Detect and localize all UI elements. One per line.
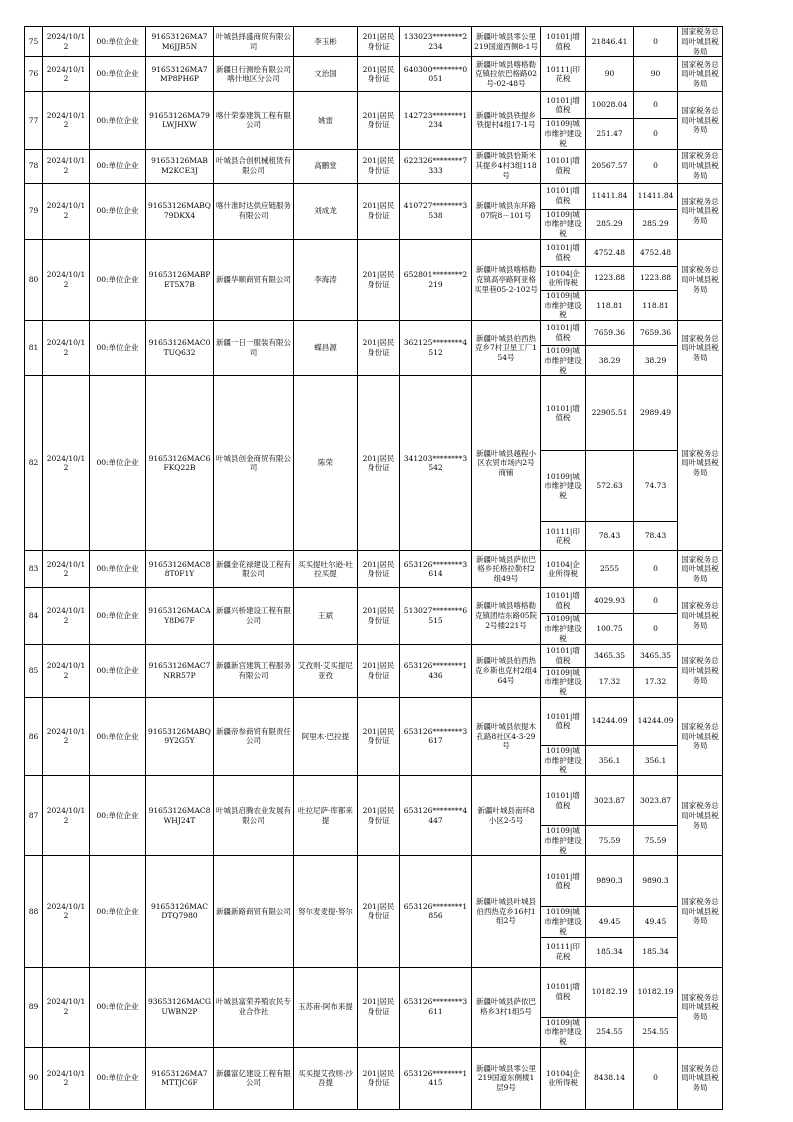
credit-code: 91653126MAC7NRR57P xyxy=(146,644,214,697)
id-type: 201|居民身份证 xyxy=(358,92,400,149)
tax-authority: 国家税务总局叶城县税务局 xyxy=(678,149,723,183)
arrears-amount: 118.81 xyxy=(586,290,634,320)
id-type: 201|居民身份证 xyxy=(358,376,400,551)
table-row xyxy=(25,644,723,667)
record-seq: 84 xyxy=(25,588,43,644)
current-arrears: 118.81 xyxy=(634,290,678,320)
taxpayer-type: 00:单位企业 xyxy=(90,183,146,239)
record-date: 2024/10/12 xyxy=(43,776,90,856)
business-address: 新疆叶城县依提木孔路8社区4-3-29号 xyxy=(472,697,541,775)
tax-item: 10101|增值税 xyxy=(541,92,586,119)
arrears-amount: 90 xyxy=(586,57,634,92)
id-type: 201|居民身份证 xyxy=(358,183,400,239)
tax-item: 10111|印花税 xyxy=(541,57,586,92)
tax-item: 10101|增值税 xyxy=(541,697,586,745)
current-arrears: 3465.35 xyxy=(634,644,678,667)
tax-authority: 国家税务总局叶城县税务局 xyxy=(678,967,723,1047)
arrears-amount: 49.45 xyxy=(586,907,634,937)
tax-item: 10104|企业所得税 xyxy=(541,551,586,588)
current-arrears: 0 xyxy=(634,614,678,644)
record-seq: 79 xyxy=(25,183,43,239)
legal-representative: 阿里木·巴拉提 xyxy=(294,697,358,775)
record-date: 2024/10/12 xyxy=(43,551,90,588)
arrears-amount: 185.34 xyxy=(586,937,634,967)
arrears-amount: 17.32 xyxy=(586,667,634,697)
arrears-amount: 78.43 xyxy=(586,522,634,551)
id-number: 142723********1234 xyxy=(400,92,472,149)
arrears-amount: 21846.41 xyxy=(586,27,634,57)
id-number: 362125********4512 xyxy=(400,321,472,376)
id-type: 201|居民身份证 xyxy=(358,588,400,644)
tax-authority: 国家税务总局叶城县税务局 xyxy=(678,321,723,376)
record-seq: 90 xyxy=(25,1047,43,1109)
current-arrears: 285.29 xyxy=(634,209,678,239)
current-arrears: 0 xyxy=(634,1047,678,1109)
table-row xyxy=(25,57,723,92)
tax-authority: 国家税务总局叶城县税务局 xyxy=(678,376,723,551)
legal-representative: 玉苏甫·阿布来提 xyxy=(294,967,358,1047)
legal-representative: 文治国 xyxy=(294,57,358,92)
arrears-amount: 4029.93 xyxy=(586,588,634,614)
business-address: 新疆叶城县零公里219国道东侧楼1层9号 xyxy=(472,1047,541,1109)
record-seq: 88 xyxy=(25,856,43,967)
id-type: 201|居民身份证 xyxy=(358,149,400,183)
tax-item: 10109|城市维护建设税 xyxy=(541,451,586,522)
table-row xyxy=(25,92,723,119)
company-name: 叶城县富荣养殖农民专业合作社 xyxy=(214,967,294,1047)
id-number: 653126********1856 xyxy=(400,856,472,967)
business-address: 新疆叶城县铁提乡铁提村4组17-1号 xyxy=(472,92,541,149)
legal-representative: 姚雷 xyxy=(294,92,358,149)
tax-item: 10101|增值税 xyxy=(541,321,586,346)
record-seq: 82 xyxy=(25,376,43,551)
tax-item: 10111|印花税 xyxy=(541,937,586,967)
taxpayer-type: 00:单位企业 xyxy=(90,239,146,320)
current-arrears: 78.43 xyxy=(634,522,678,551)
current-arrears: 49.45 xyxy=(634,907,678,937)
taxpayer-type: 00:单位企业 xyxy=(90,551,146,588)
record-date: 2024/10/12 xyxy=(43,92,90,149)
tax-authority: 国家税务总局叶城县税务局 xyxy=(678,92,723,149)
id-number: 653126********1415 xyxy=(400,1047,472,1109)
taxpayer-type: 00:单位企业 xyxy=(90,57,146,92)
current-arrears: 11411.84 xyxy=(634,183,678,209)
company-name: 叶城县择盛商贸有限公司 xyxy=(214,27,294,57)
business-address: 新疆叶城县喀格勒克镇高亭路阿亚格买里巷05-2-102号 xyxy=(472,239,541,320)
credit-code: 91653126MACDTQ7980 xyxy=(146,856,214,967)
tax-item: 10109|城市维护建设税 xyxy=(541,346,586,376)
credit-code: 91653126MAC6FKQ22B xyxy=(146,376,214,551)
id-number: 341203********3542 xyxy=(400,376,472,551)
taxpayer-type: 00:单位企业 xyxy=(90,27,146,57)
tax-authority: 国家税务总局叶城县税务局 xyxy=(678,644,723,697)
taxpayer-type: 00:单位企业 xyxy=(90,321,146,376)
tax-authority: 国家税务总局叶城县税务局 xyxy=(678,183,723,239)
tax-item: 10104|企业所得税 xyxy=(541,266,586,290)
company-name: 新疆兴桥建设工程有限公司 xyxy=(214,588,294,644)
tax-arrears-table xyxy=(24,26,723,1110)
current-arrears: 38.29 xyxy=(634,346,678,376)
taxpayer-type: 00:单位企业 xyxy=(90,1047,146,1109)
table-row xyxy=(25,321,723,346)
arrears-amount: 8438.14 xyxy=(586,1047,634,1109)
tax-item: 10109|城市维护建设税 xyxy=(541,290,586,320)
id-number: 653126********3614 xyxy=(400,551,472,588)
current-arrears: 185.34 xyxy=(634,937,678,967)
record-date: 2024/10/12 xyxy=(43,588,90,644)
tax-arrears-page xyxy=(24,26,722,1110)
legal-representative: 陈荣 xyxy=(294,376,358,551)
current-arrears: 0 xyxy=(634,551,678,588)
tax-authority: 国家税务总局叶城县税务局 xyxy=(678,239,723,320)
taxpayer-type: 00:单位企业 xyxy=(90,856,146,967)
id-type: 201|居民身份证 xyxy=(358,551,400,588)
id-number: 133023********2234 xyxy=(400,27,472,57)
id-number: 653126********1436 xyxy=(400,644,472,697)
taxpayer-type: 00:单位企业 xyxy=(90,644,146,697)
current-arrears: 0 xyxy=(634,588,678,614)
table-row xyxy=(25,776,723,826)
current-arrears: 356.1 xyxy=(634,745,678,775)
tax-authority: 国家税务总局叶城县税务局 xyxy=(678,551,723,588)
credit-code: 91653126MABPET5X7B xyxy=(146,239,214,320)
record-date: 2024/10/12 xyxy=(43,856,90,967)
current-arrears: 4752.48 xyxy=(634,239,678,266)
record-date: 2024/10/12 xyxy=(43,1047,90,1109)
table-row xyxy=(25,967,723,1017)
id-type: 201|居民身份证 xyxy=(358,776,400,856)
arrears-amount: 7659.36 xyxy=(586,321,634,346)
tax-item: 10101|增值税 xyxy=(541,239,586,266)
credit-code: 91653126MA7M6JJB5N xyxy=(146,27,214,57)
legal-representative: 王斌 xyxy=(294,588,358,644)
table-row xyxy=(25,376,723,451)
id-type: 201|居民身份证 xyxy=(358,697,400,775)
tax-item: 10101|增值税 xyxy=(541,856,586,907)
credit-code: 91653126MAC8WHJ24T xyxy=(146,776,214,856)
business-address: 新疆叶城县伯西热克乡斯也克村2组464号 xyxy=(472,644,541,697)
taxpayer-type: 00:单位企业 xyxy=(90,588,146,644)
tax-authority: 国家税务总局叶城县税务局 xyxy=(678,776,723,856)
tax-authority: 国家税务总局叶城县税务局 xyxy=(678,588,723,644)
current-arrears: 74.73 xyxy=(634,451,678,522)
current-arrears: 17.32 xyxy=(634,667,678,697)
company-name: 叶城县合创机械租赁有限公司 xyxy=(214,149,294,183)
legal-representative: 买买提艾孜则·沙吾提 xyxy=(294,1047,358,1109)
id-type: 201|居民身份证 xyxy=(358,321,400,376)
id-number: 653126********3611 xyxy=(400,967,472,1047)
arrears-amount: 356.1 xyxy=(586,745,634,775)
arrears-amount: 2555 xyxy=(586,551,634,588)
record-date: 2024/10/12 xyxy=(43,967,90,1047)
tax-item: 10111|印花税 xyxy=(541,522,586,551)
id-type: 201|居民身份证 xyxy=(358,856,400,967)
table-row xyxy=(25,149,723,183)
arrears-amount: 10028.04 xyxy=(586,92,634,119)
table-row xyxy=(25,1047,723,1109)
tax-item: 10109|城市维护建设税 xyxy=(541,614,586,644)
record-seq: 83 xyxy=(25,551,43,588)
id-type: 201|居民身份证 xyxy=(358,644,400,697)
legal-representative: 努尔麦麦提·努尔 xyxy=(294,856,358,967)
tax-authority: 国家税务总局叶城县税务局 xyxy=(678,697,723,775)
company-name: 新疆新宫建筑工程服务有限公司 xyxy=(214,644,294,697)
taxpayer-type: 00:单位企业 xyxy=(90,376,146,551)
tax-item: 10109|城市维护建设税 xyxy=(541,745,586,775)
id-type: 201|居民身份证 xyxy=(358,27,400,57)
record-date: 2024/10/12 xyxy=(43,57,90,92)
table-row xyxy=(25,588,723,614)
id-number: 653126********3617 xyxy=(400,697,472,775)
credit-code: 91653126MAC0TUQ632 xyxy=(146,321,214,376)
business-address: 新疆叶城县恰斯米其提乡4村3组118号 xyxy=(472,149,541,183)
tax-item: 10104|企业所得税 xyxy=(541,1047,586,1109)
id-number: 410727********3538 xyxy=(400,183,472,239)
record-date: 2024/10/12 xyxy=(43,149,90,183)
taxpayer-type: 00:单位企业 xyxy=(90,697,146,775)
record-seq: 81 xyxy=(25,321,43,376)
company-name: 新疆帝参商贸有限责任公司 xyxy=(214,697,294,775)
arrears-amount: 251.47 xyxy=(586,119,634,149)
company-name: 新疆一日一服装有限公司 xyxy=(214,321,294,376)
id-type: 201|居民身份证 xyxy=(358,57,400,92)
table-row xyxy=(25,856,723,907)
arrears-amount: 11411.84 xyxy=(586,183,634,209)
company-name: 叶城县创金商贸有限公司 xyxy=(214,376,294,551)
arrears-amount: 3465.35 xyxy=(586,644,634,667)
current-arrears: 3023.87 xyxy=(634,776,678,826)
record-seq: 80 xyxy=(25,239,43,320)
taxpayer-type: 00:单位企业 xyxy=(90,149,146,183)
legal-representative: 高鹏堂 xyxy=(294,149,358,183)
credit-code: 91653126MA7MP8PH6P xyxy=(146,57,214,92)
current-arrears: 0 xyxy=(634,92,678,119)
business-address: 新疆叶城县零公里219国道西侧8-1号 xyxy=(472,27,541,57)
tax-item: 10101|增值税 xyxy=(541,149,586,183)
arrears-amount: 254.55 xyxy=(586,1017,634,1047)
tax-item: 10101|增值税 xyxy=(541,376,586,451)
credit-code: 91653126MA7MTTJC6F xyxy=(146,1047,214,1109)
taxpayer-type: 00:单位企业 xyxy=(90,967,146,1047)
record-date: 2024/10/12 xyxy=(43,697,90,775)
id-number: 653126********4447 xyxy=(400,776,472,856)
business-address: 新疆叶城县萨依巴格乡托格拉勒村2组49号 xyxy=(472,551,541,588)
arrears-amount: 14244.09 xyxy=(586,697,634,745)
record-seq: 77 xyxy=(25,92,43,149)
taxpayer-type: 00:单位企业 xyxy=(90,92,146,149)
table-row xyxy=(25,239,723,266)
record-seq: 76 xyxy=(25,57,43,92)
current-arrears: 14244.09 xyxy=(634,697,678,745)
id-type: 201|居民身份证 xyxy=(358,1047,400,1109)
id-number: 513027********6515 xyxy=(400,588,472,644)
legal-representative: 李海涛 xyxy=(294,239,358,320)
credit-code: 91653126MABQ9Y2G5Y xyxy=(146,697,214,775)
business-address: 新疆叶城县越程小区农贸市场内2号商铺 xyxy=(472,376,541,551)
tax-item: 10101|增值税 xyxy=(541,588,586,614)
id-number: 652801********2219 xyxy=(400,239,472,320)
id-number: 640300********0051 xyxy=(400,57,472,92)
arrears-amount: 100.75 xyxy=(586,614,634,644)
tax-item: 10101|增值税 xyxy=(541,967,586,1017)
company-name: 喀什准时达供应链服务有限公司 xyxy=(214,183,294,239)
arrears-amount: 4752.48 xyxy=(586,239,634,266)
credit-code: 91653126MAC88T0F1Y xyxy=(146,551,214,588)
company-name: 新疆华顺商贸有限公司 xyxy=(214,239,294,320)
legal-representative: 蝶昌源 xyxy=(294,321,358,376)
record-seq: 78 xyxy=(25,149,43,183)
business-address: 新疆叶城县喀格勒克镇拉依巴格路02号-02-48号 xyxy=(472,57,541,92)
current-arrears: 75.59 xyxy=(634,826,678,856)
id-type: 201|居民身份证 xyxy=(358,967,400,1047)
record-date: 2024/10/12 xyxy=(43,183,90,239)
current-arrears: 0 xyxy=(634,149,678,183)
business-address: 新疆叶城县东环路07院8－101号 xyxy=(472,183,541,239)
business-address: 新疆叶城县喀格勒克镇团结东路05院2号楼221号 xyxy=(472,588,541,644)
business-address: 新疆叶城县伯西热克乡7村卫星工厂154号 xyxy=(472,321,541,376)
tax-item: 10101|增值税 xyxy=(541,776,586,826)
table-row xyxy=(25,27,723,57)
record-date: 2024/10/12 xyxy=(43,644,90,697)
tax-authority: 国家税务总局叶城县税务局 xyxy=(678,27,723,57)
credit-code: 91653126MABQ79DKX4 xyxy=(146,183,214,239)
current-arrears: 0 xyxy=(634,119,678,149)
company-name: 新疆金花禄建设工程有限公司 xyxy=(214,551,294,588)
arrears-amount: 10182.19 xyxy=(586,967,634,1017)
tax-authority: 国家税务总局叶城县税务局 xyxy=(678,856,723,967)
record-seq: 85 xyxy=(25,644,43,697)
current-arrears: 2989.49 xyxy=(634,376,678,451)
current-arrears: 7659.36 xyxy=(634,321,678,346)
tax-item: 10101|增值税 xyxy=(541,644,586,667)
taxpayer-type: 00:单位企业 xyxy=(90,776,146,856)
table-row xyxy=(25,697,723,745)
record-date: 2024/10/12 xyxy=(43,321,90,376)
record-seq: 87 xyxy=(25,776,43,856)
business-address: 新疆叶城县萨依巴格乡3村1组5号 xyxy=(472,967,541,1047)
legal-representative: 艾孜则·艾买提尼亚孜 xyxy=(294,644,358,697)
arrears-amount: 20567.57 xyxy=(586,149,634,183)
tax-authority: 国家税务总局叶城县税务局 xyxy=(678,1047,723,1109)
record-seq: 75 xyxy=(25,27,43,57)
id-number: 622326********7333 xyxy=(400,149,472,183)
current-arrears: 90 xyxy=(634,57,678,92)
record-seq: 89 xyxy=(25,967,43,1047)
arrears-amount: 38.29 xyxy=(586,346,634,376)
arrears-amount: 3023.87 xyxy=(586,776,634,826)
legal-representative: 李玉彬 xyxy=(294,27,358,57)
tax-item: 10109|城市维护建设税 xyxy=(541,209,586,239)
tax-item: 10101|增值税 xyxy=(541,27,586,57)
company-name: 喀什荣泰建筑工程有限公司 xyxy=(214,92,294,149)
tax-item: 10109|城市维护建设税 xyxy=(541,119,586,149)
arrears-amount: 22905.51 xyxy=(586,376,634,451)
credit-code: 91653126MACAY8D67F xyxy=(146,588,214,644)
current-arrears: 10182.19 xyxy=(634,967,678,1017)
arrears-amount: 285.29 xyxy=(586,209,634,239)
current-arrears: 1223.88 xyxy=(634,266,678,290)
tax-authority: 国家税务总局叶城县税务局 xyxy=(678,57,723,92)
legal-representative: 吐拉尼萨·库都来提 xyxy=(294,776,358,856)
tax-item: 10109|城市维护建设税 xyxy=(541,667,586,697)
credit-code: 91653126MA79LWJHXW xyxy=(146,92,214,149)
id-type: 201|居民身份证 xyxy=(358,239,400,320)
arrears-amount: 9890.3 xyxy=(586,856,634,907)
current-arrears: 0 xyxy=(634,27,678,57)
record-date: 2024/10/12 xyxy=(43,376,90,551)
current-arrears: 9890.3 xyxy=(634,856,678,907)
company-name: 叶城县启腾农业发展有限公司 xyxy=(214,776,294,856)
company-name: 新疆新路商贸有限公司 xyxy=(214,856,294,967)
arrears-amount: 572.63 xyxy=(586,451,634,522)
arrears-amount: 1223.88 xyxy=(586,266,634,290)
current-arrears: 254.55 xyxy=(634,1017,678,1047)
legal-representative: 买买提吐尔逊·吐拉买提 xyxy=(294,551,358,588)
table-row xyxy=(25,183,723,209)
company-name: 新疆富亿建设工程有限公司 xyxy=(214,1047,294,1109)
tax-item: 10101|增值税 xyxy=(541,183,586,209)
legal-representative: 刘成龙 xyxy=(294,183,358,239)
record-date: 2024/10/12 xyxy=(43,27,90,57)
company-name: 新疆日行测绘有限公司喀什地区分公司 xyxy=(214,57,294,92)
table-row xyxy=(25,551,723,588)
tax-item: 10109|城市维护建设税 xyxy=(541,826,586,856)
arrears-amount: 75.59 xyxy=(586,826,634,856)
credit-code: 93653126MACGUWBN2P xyxy=(146,967,214,1047)
tax-item: 10109|城市维护建设税 xyxy=(541,907,586,937)
business-address: 新疆叶城县南环8小区2-5号 xyxy=(472,776,541,856)
record-date: 2024/10/12 xyxy=(43,239,90,320)
tax-item: 10109|城市维护建设税 xyxy=(541,1017,586,1047)
record-seq: 86 xyxy=(25,697,43,775)
business-address: 新疆叶城县叶城县伯西热克乡16村1组2号 xyxy=(472,856,541,967)
credit-code: 91653126MABM2KCE3J xyxy=(146,149,214,183)
